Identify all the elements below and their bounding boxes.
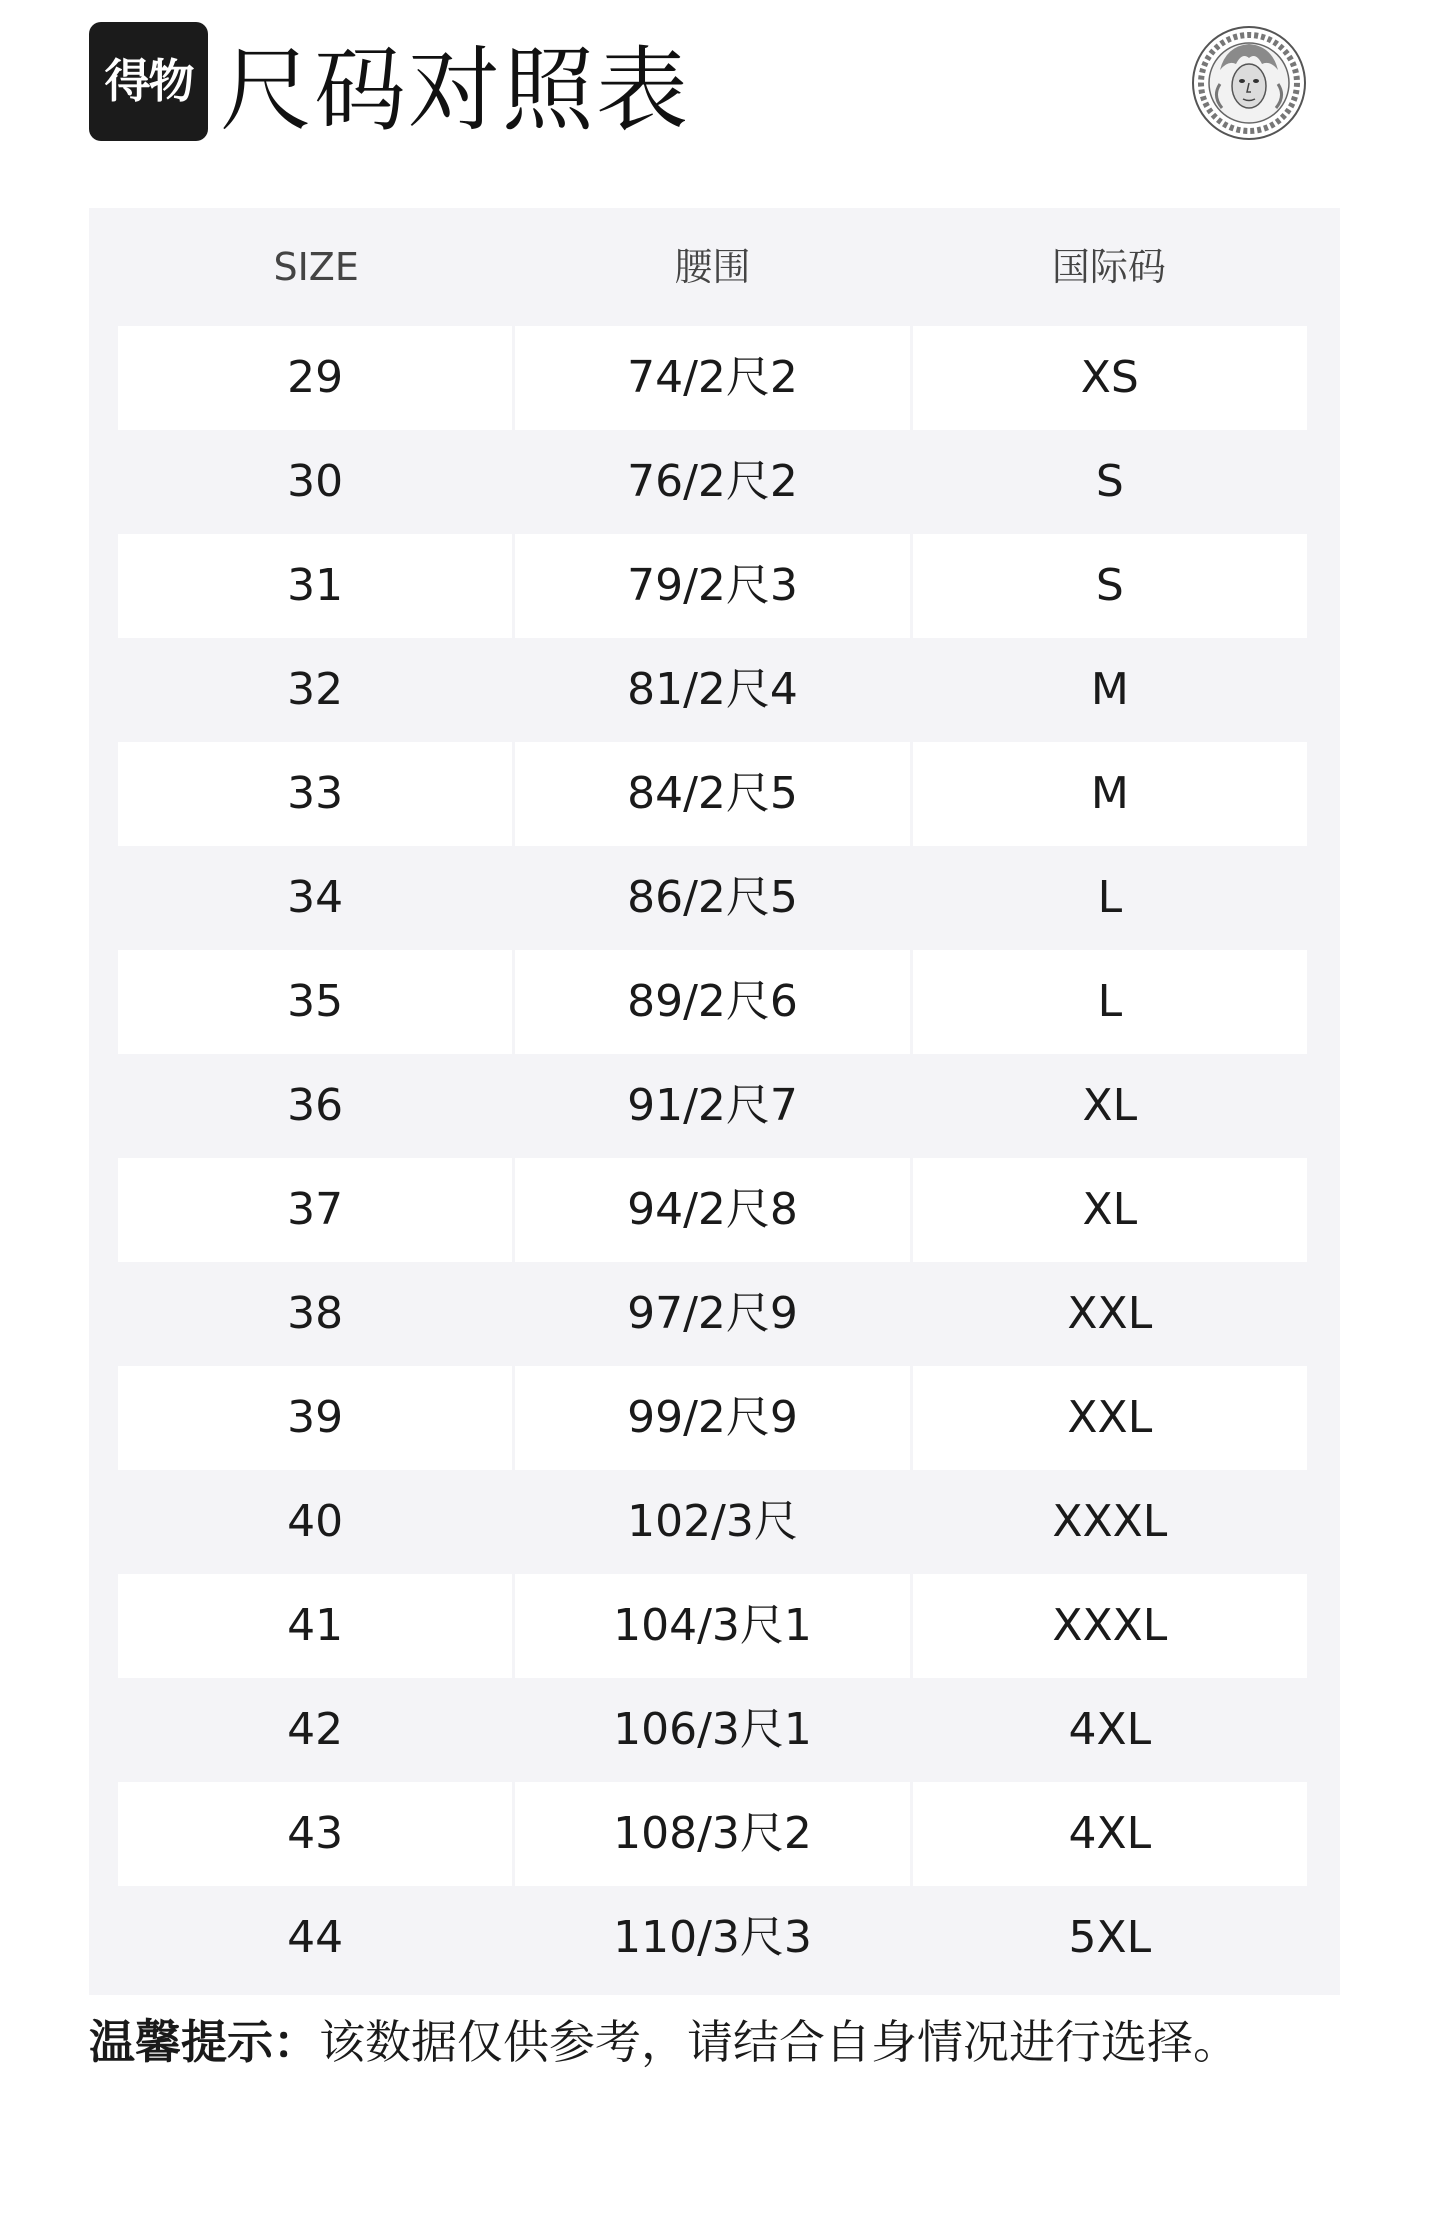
waist-cell: 86/2尺5: [627, 872, 798, 923]
size-cell: 36: [287, 1080, 344, 1131]
size-cell: 44: [287, 1912, 344, 1963]
waist-cell: 110/3尺3: [613, 1912, 812, 1963]
intl-size-cell: XXXL: [1052, 1496, 1168, 1547]
waist-cell: 81/2尺4: [627, 664, 798, 715]
table-row: [118, 1158, 1307, 1262]
page-title: 尺码对照表: [220, 37, 691, 144]
waist-cell: 89/2尺6: [515, 950, 909, 1054]
tip-text: 该数据仅供参考，请结合自身情况进行选择。: [319, 2015, 1239, 2069]
intl-size-cell: 4XL: [1068, 1704, 1152, 1755]
waist-cell: 106/3尺1: [613, 1704, 812, 1755]
table-header: [118, 208, 1307, 326]
column-header-size: SIZE: [273, 245, 359, 289]
size-cell: 42: [287, 1704, 344, 1755]
waist-cell: 91/2尺7: [627, 1080, 798, 1131]
intl-size-cell: XL: [1082, 1080, 1138, 1131]
intl-size-cell: S: [913, 534, 1307, 638]
intl-size-cell: 4XL: [913, 1782, 1307, 1886]
waist-cell: 84/2尺5: [515, 742, 909, 846]
table-row: [118, 1782, 1307, 1886]
size-cell: 30: [287, 456, 344, 507]
table-row: [118, 950, 1307, 1054]
intl-size-cell: S: [1095, 456, 1124, 507]
intl-size-cell: XL: [913, 1158, 1307, 1262]
table-row: [118, 1470, 1307, 1574]
size-cell: 33: [118, 742, 512, 846]
table-row: [118, 534, 1307, 638]
intl-size-cell: XXL: [1067, 1288, 1153, 1339]
size-cell: 29: [118, 326, 512, 430]
medusa-medallion-icon: [1190, 24, 1308, 142]
column-header-intl-size: 国际码: [1051, 245, 1166, 289]
intl-size-cell: M: [913, 742, 1307, 846]
intl-size-cell: XXL: [913, 1366, 1307, 1470]
size-cell: 41: [118, 1574, 512, 1678]
dewu-logo: 得物: [89, 22, 208, 141]
waist-cell: 104/3尺1: [515, 1574, 909, 1678]
intl-size-cell: L: [1097, 872, 1123, 923]
size-cell: 37: [118, 1158, 512, 1262]
table-row: [118, 326, 1307, 430]
intl-size-cell: XS: [913, 326, 1307, 430]
intl-size-cell: M: [1090, 664, 1129, 715]
column-header-waist: 腰围: [674, 245, 751, 289]
table-row: [118, 742, 1307, 846]
table-body: [118, 326, 1307, 1990]
waist-cell: 74/2尺2: [515, 326, 909, 430]
intl-size-cell: L: [913, 950, 1307, 1054]
table-row: [118, 1886, 1307, 1990]
waist-cell: 94/2尺8: [515, 1158, 909, 1262]
waist-cell: 79/2尺3: [515, 534, 909, 638]
size-cell: 38: [287, 1288, 344, 1339]
table-row: [118, 846, 1307, 950]
table-row: [118, 1366, 1307, 1470]
table-row: [118, 1262, 1307, 1366]
waist-cell: 102/3尺: [627, 1496, 798, 1547]
size-cell: 39: [118, 1366, 512, 1470]
size-tip: [89, 2010, 1239, 2074]
size-cell: 40: [287, 1496, 344, 1547]
intl-size-cell: XXXL: [913, 1574, 1307, 1678]
table-row: [118, 1678, 1307, 1782]
size-cell: 34: [287, 872, 344, 923]
size-cell: 32: [287, 664, 344, 715]
size-cell: 43: [118, 1782, 512, 1886]
table-row: [118, 1054, 1307, 1158]
page-header: [89, 22, 1351, 152]
tip-label: 温馨提示：: [89, 2015, 319, 2069]
table-row: [118, 1574, 1307, 1678]
waist-cell: 108/3尺2: [515, 1782, 909, 1886]
size-chart-table: [89, 208, 1340, 1995]
table-row: [118, 430, 1307, 534]
size-cell: 31: [118, 534, 512, 638]
table-row: [118, 638, 1307, 742]
waist-cell: 76/2尺2: [627, 456, 798, 507]
size-cell: 35: [118, 950, 512, 1054]
waist-cell: 99/2尺9: [515, 1366, 909, 1470]
intl-size-cell: 5XL: [1068, 1912, 1152, 1963]
waist-cell: 97/2尺9: [627, 1288, 798, 1339]
